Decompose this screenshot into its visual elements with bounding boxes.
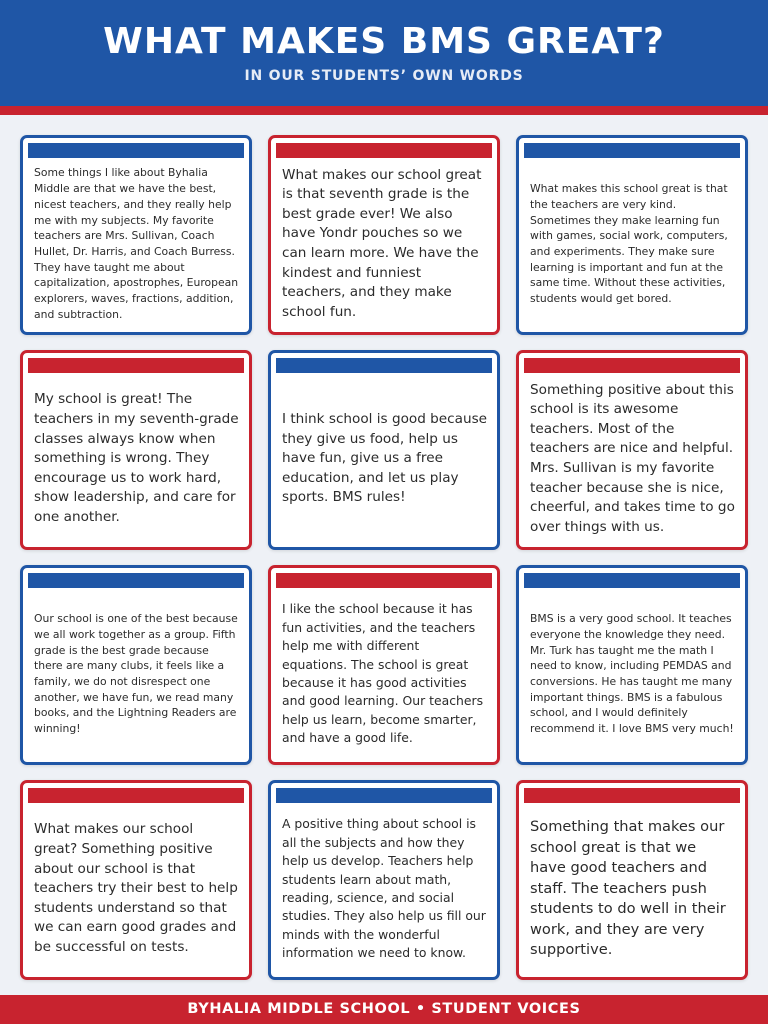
- quote-text: I like the school because it has fun activities, and the teachers help me with different equations. The school is great because it has good activities and good learning. Our teachers help us learn, become smarter, and have a good life.: [282, 601, 484, 746]
- quote-card: [516, 780, 748, 980]
- card-accent-bar: [276, 788, 492, 803]
- quote-card: [20, 780, 252, 980]
- card-accent-bar: [524, 788, 740, 803]
- header-banner: [0, 0, 768, 106]
- quote-text: My school is great! The teachers in my seventh-grade classes always know when something is wrong. They encourage us to work hard, show leadership, and care for one another.: [34, 391, 239, 525]
- quote-card: [20, 350, 252, 550]
- footer-banner: [0, 995, 768, 1024]
- card-accent-bar: [28, 573, 244, 588]
- quote-text: Some things I like about Byhalia Middle are that we have the best, nicest teachers, and they really help me with my subjects. My favorite teachers are Mrs. Sullivan, Coach Hullet, Dr. Harris, and Coach Burress. They have taught me about capitalization, apostrophes, European explorers, waves, fractions, addition, and subtraction.: [34, 166, 239, 321]
- quote-grid: [20, 135, 748, 979]
- quote-card: [20, 135, 252, 335]
- page-subtitle: IN OUR STUDENTS’ OWN WORDS: [244, 68, 524, 84]
- footer-text: BYHALIA MIDDLE SCHOOL • STUDENT VOICES: [187, 1001, 581, 1017]
- quote-text: What makes our school great? Something positive about our school is that teachers try their best to help students understand so that we can earn good grades and be successful on tests.: [34, 821, 238, 955]
- quote-card: [268, 135, 500, 335]
- card-accent-bar: [276, 358, 492, 373]
- quote-card: [516, 350, 748, 550]
- card-accent-bar: [276, 143, 492, 158]
- card-accent-bar: [28, 143, 244, 158]
- quote-card: [20, 565, 252, 765]
- quote-card: [516, 565, 748, 765]
- card-accent-bar: [524, 358, 740, 373]
- quote-text: Something that makes our school great is that we have good teachers and staff. The teachers push students to do well in their work, and they are very supportive.: [530, 817, 726, 959]
- quote-text: Our school is one of the best because we all work together as a group. Fifth grade is the best grade because there are many clubs, it feels like a family, we do not disrespect one another, we have fun, we read many books, and the Lightning Readers are winning!: [34, 612, 238, 736]
- quote-text: What makes this school great is that the teachers are very kind. Sometimes they make learning fun with games, social work, computers, and experiments. They make sure learning is important and fun at the same time. Without these activities, students would get bored.: [530, 182, 728, 306]
- card-accent-bar: [28, 358, 244, 373]
- card-accent-bar: [28, 788, 244, 803]
- quote-text: BMS is a very good school. It teaches everyone the knowledge they need. Mr. Turk has taught me the math I need to know, including PEMDAS and conversions. He has taught me many important things. BMS is a fabulous school, and I would definitely recommend it. I love BMS very much!: [530, 612, 734, 736]
- header-stripe: [0, 106, 768, 115]
- card-accent-bar: [524, 573, 740, 588]
- quote-card: [268, 780, 500, 980]
- quote-text: What makes our school great is that seventh grade is the best grade ever! We also have Yondr pouches so we can learn more. We have the kindest and funniest teachers, and they make school fun.: [282, 166, 482, 320]
- quote-text: I think school is good because they give us food, help us have fun, give us a free education, and let us play sports. BMS rules!: [282, 411, 488, 506]
- quote-text: A positive thing about school is all the subjects and how they help us develop. Teachers help students learn about math, reading, science, and social studies. They also help us fill our minds with the wonderful information we need to know.: [282, 816, 486, 961]
- quote-card: [268, 350, 500, 550]
- card-accent-bar: [524, 143, 740, 158]
- quote-card: [516, 135, 748, 335]
- card-accent-bar: [276, 573, 492, 588]
- page-title: WHAT MAKES BMS GREAT?: [103, 21, 665, 62]
- quote-text: Something positive about this school is its awesome teachers. Most of the teachers are nice and helpful. Mrs. Sullivan is my favorite teacher because she is nice, cheerful, and takes time to go over things with us.: [530, 381, 735, 535]
- quote-card: [268, 565, 500, 765]
